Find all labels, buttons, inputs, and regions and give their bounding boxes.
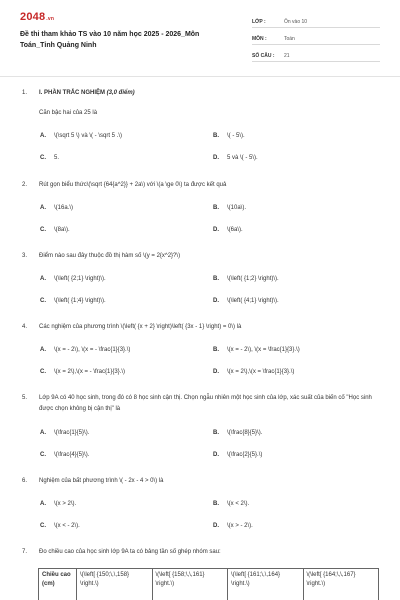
meta-row-count xyxy=(252,50,380,62)
question-number: 2. xyxy=(22,182,28,188)
table-cell: \(\left[ {164;\,\,167} \right.\) xyxy=(303,569,379,600)
question-number: 4. xyxy=(22,324,28,330)
question-number: 6. xyxy=(22,478,28,484)
question-2-option-a[interactable] xyxy=(40,203,190,213)
option-text: \(\sqrt 5 \) và \( - \sqrt 5 .\) xyxy=(54,133,123,139)
question-5-text xyxy=(22,393,382,412)
option-letter: A. xyxy=(40,430,46,436)
height-frequency-table xyxy=(38,568,379,600)
option-text: \(x = 2\),\(x = \frac{1}{3}.\) xyxy=(227,369,295,375)
option-text: \(x > 2\). xyxy=(54,501,77,507)
question-text: Điểm nào sau đây thuộc đồ thị hàm số \(y = 2{x^2}?\) xyxy=(39,253,181,259)
option-text: \(x < - 2\). xyxy=(54,523,80,529)
option-text: \(x = - 2\), \(x = - \frac{1}{3}.\) xyxy=(54,347,131,353)
meta-value: Toán xyxy=(284,35,295,42)
option-text: \(10a\). xyxy=(227,205,247,211)
question-6-option-d[interactable] xyxy=(213,521,363,531)
question-3-text xyxy=(22,251,382,262)
option-letter: D. xyxy=(213,227,219,233)
option-letter: B. xyxy=(213,347,219,353)
question-1-option-b[interactable] xyxy=(213,131,363,141)
option-text: \(\left( {1;2} \right)\). xyxy=(227,276,279,282)
question-6-option-c[interactable] xyxy=(40,521,190,531)
option-letter: D. xyxy=(213,155,219,161)
table-row xyxy=(39,569,379,600)
option-text: \(x > - 2\). xyxy=(227,523,253,529)
exam-title: Đề thi tham khảo TS vào 10 năm học 2025 - 2026_Môn Toán_Tỉnh Quảng Ninh xyxy=(20,31,200,49)
option-letter: C. xyxy=(40,452,46,458)
option-text: \(\frac{4}{5}\). xyxy=(54,452,90,458)
question-6-option-b[interactable] xyxy=(213,499,363,509)
meta-value: Ôn vào 10 xyxy=(284,18,308,25)
brand-name: 2048 xyxy=(20,11,46,23)
question-4-option-d[interactable] xyxy=(213,367,363,377)
table-cell: \(\left[ {158;\,\,161} \right.\) xyxy=(152,569,228,600)
option-letter: A. xyxy=(40,501,46,507)
option-letter: D. xyxy=(213,298,219,304)
question-2-option-d[interactable] xyxy=(213,225,363,235)
option-text: 5. xyxy=(54,155,60,161)
question-2-option-c[interactable] xyxy=(40,225,190,235)
question-4-option-c[interactable] xyxy=(40,367,190,377)
brand-suffix: .vn xyxy=(46,16,55,22)
section-title-text: I. PHẦN TRẮC NGHIỆM xyxy=(39,90,105,96)
option-letter: D. xyxy=(213,369,219,375)
table-cell: \(\left[ {161;\,\,164} \right.\) xyxy=(228,569,304,600)
question-text: Nghiệm của bất phương trình \( - 2x - 4 > 0\) là xyxy=(39,478,164,484)
question-4-option-a[interactable] xyxy=(40,345,190,355)
option-letter: B. xyxy=(213,430,219,436)
question-text: Các nghiệm của phương trình \(\left( {x + 2} \right)\left( {3x - 1} \right) = 0\) là xyxy=(39,324,242,330)
option-text: \(8a\). xyxy=(54,227,70,233)
exam-meta xyxy=(252,16,380,67)
question-1-option-d[interactable] xyxy=(213,153,363,163)
question-number: 3. xyxy=(22,253,28,259)
section-points: (3,0 điểm) xyxy=(106,90,135,96)
option-text: \(\frac{1}{5}\). xyxy=(54,430,90,436)
question-1-heading xyxy=(22,88,382,99)
question-number: 7. xyxy=(22,549,28,555)
option-letter: A. xyxy=(40,347,46,353)
meta-label: SỐ CÂU : xyxy=(252,52,275,59)
option-text: \( - 5\). xyxy=(227,133,245,139)
option-text: \(x = - 2\), \(x = \frac{1}{3}.\) xyxy=(227,347,300,353)
option-text: \(\left( {2;1} \right)\). xyxy=(54,276,106,282)
question-5-option-d[interactable] xyxy=(213,450,363,460)
option-text: \(\frac{8}{5}\). xyxy=(227,430,263,436)
option-letter: C. xyxy=(40,523,46,529)
exam-header xyxy=(0,0,400,74)
option-letter: A. xyxy=(40,205,46,211)
question-text: Đo chiều cao của học sinh lớp 9A ta có bảng tần số ghép nhóm sau: xyxy=(39,549,221,555)
option-text: 5 và \( - 5\). xyxy=(227,155,258,161)
meta-row-class xyxy=(252,16,380,28)
meta-row-subject xyxy=(252,33,380,45)
question-6-option-a[interactable] xyxy=(40,499,190,509)
question-number: 5. xyxy=(22,395,28,401)
option-text: \(x = 2\),\(x = - \frac{1}{3}.\) xyxy=(54,369,126,375)
header-divider xyxy=(0,76,400,77)
question-7-text xyxy=(22,547,382,558)
option-text: \(6a\). xyxy=(227,227,243,233)
option-letter: D. xyxy=(213,452,219,458)
brand-logo[interactable] xyxy=(20,11,54,23)
section-title xyxy=(39,88,382,99)
option-text: \(16a.\) xyxy=(54,205,74,211)
meta-label: MÔN : xyxy=(252,35,267,42)
question-text: Lớp 9A có 40 học sinh, trong đó có 8 học sinh cận thị. Chọn ngẫu nhiên một học sinh của lớp, xác suất của biến cố "Học sinh được chọn không bị cận thị" là xyxy=(39,395,372,412)
option-letter: D. xyxy=(213,523,219,529)
question-1-option-a[interactable] xyxy=(40,131,190,141)
meta-label: LỚP : xyxy=(252,18,266,25)
option-letter: B. xyxy=(213,276,219,282)
option-letter: C. xyxy=(40,155,46,161)
question-3-option-c[interactable] xyxy=(40,296,190,306)
question-4-text xyxy=(22,322,382,333)
option-letter: C. xyxy=(40,227,46,233)
question-6-text xyxy=(22,476,382,487)
option-letter: C. xyxy=(40,298,46,304)
question-1-option-c[interactable] xyxy=(40,153,190,163)
option-text: \(\frac{2}{5}.\) xyxy=(227,452,263,458)
question-5-option-a[interactable] xyxy=(40,428,190,438)
question-3-option-b[interactable] xyxy=(213,274,363,284)
question-2-text xyxy=(22,180,382,191)
question-4-option-b[interactable] xyxy=(213,345,363,355)
option-text: \(x < 2\). xyxy=(227,501,250,507)
question-text: Căn bậc hai của 25 là xyxy=(39,110,98,116)
option-text: \(\left( {1;4} \right)\). xyxy=(54,298,106,304)
table-header-cell: Chiều cao (cm) xyxy=(39,569,77,600)
option-letter: B. xyxy=(213,133,219,139)
question-3-option-a[interactable] xyxy=(40,274,190,284)
question-5-option-b[interactable] xyxy=(213,428,363,438)
meta-value: 21 xyxy=(284,52,290,59)
option-text: \(\left( {4;1} \right)\). xyxy=(227,298,279,304)
option-letter: A. xyxy=(40,133,46,139)
table-cell: \(\left[ {150;\,\,158} \right.\) xyxy=(77,569,153,600)
question-3-option-d[interactable] xyxy=(213,296,363,306)
option-letter: C. xyxy=(40,369,46,375)
question-5-option-c[interactable] xyxy=(40,450,190,460)
option-letter: B. xyxy=(213,205,219,211)
question-2-option-b[interactable] xyxy=(213,203,363,213)
question-number: 1. xyxy=(22,90,28,96)
question-text: Rút gọn biểu thức\(\sqrt {64{a^2}} + 2a\) với \(a \ge 0\) ta được kết quả xyxy=(39,182,227,188)
option-letter: A. xyxy=(40,276,46,282)
option-letter: B. xyxy=(213,501,219,507)
